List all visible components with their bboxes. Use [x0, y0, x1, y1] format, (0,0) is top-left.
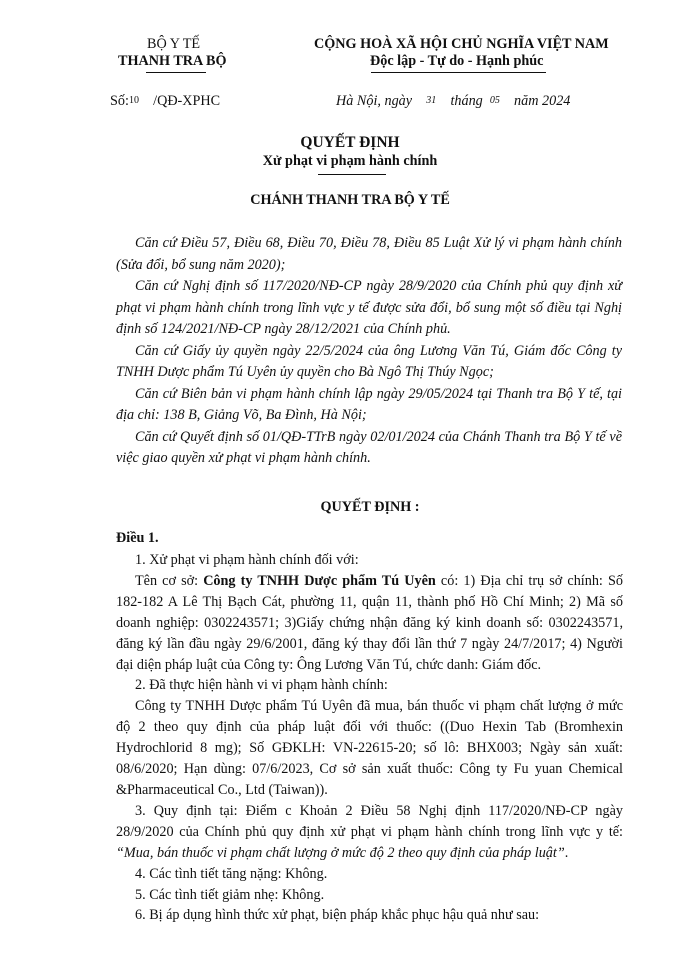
article-item-3: 3. Quy định tại: Điểm c Khoản 2 Điều 58 Nghị định 117/2020/NĐ-CP ngày 28/9/2020 của Chính phủ quy định xử phạt vi phạm hành chính trong lĩnh vực y tế: “Mua, bán thuốc vi phạm chất lượng ở mức độ 2 theo quy định của pháp luật”. — [116, 802, 623, 861]
article-1-body — [116, 550, 623, 926]
motto-underline — [371, 72, 546, 73]
country-name: CỘNG HOÀ XÃ HỘI CHỦ NGHĨA VIỆT NAM — [314, 36, 609, 52]
decision-heading: QUYẾT ĐỊNH : — [320, 499, 420, 515]
violation-paragraph: Công ty TNHH Dược phẩm Tú Uyên đã mua, bán thuốc vi phạm chất lượng ở mức độ 2 theo quy định của pháp luật đối với thuốc: ((Duo Hexin Tab (Bromhexin Hydrochlorid 8 mg); Số GĐKLH: VN-22615-20; số lô: BHX003; Ngày sản xuất: 08/6/2020; Hạn dùng: 07/6/2023, Cơ sở sản xuất thuốc: Công ty Fu yuan Chemical &Pharmaceutical Co., Ltd (Taiwan)). — [116, 698, 623, 798]
article-item-4: 4. Các tình tiết tăng nặng: Không. — [135, 865, 328, 882]
article-item-6: 6. Bị áp dụng hình thức xử phạt, biện pháp khắc phục hậu quả như sau: — [135, 907, 540, 924]
place-date: Hà Nội, ngày 31 tháng 05 năm 2024 — [336, 93, 571, 109]
national-motto: Độc lập - Tự do - Hạnh phúc — [370, 53, 544, 69]
article-item-5: 5. Các tình tiết giảm nhẹ: Không. — [135, 886, 325, 903]
basis-item: Căn cứ Biên bản vi phạm hành chính lập ngày 29/05/2024 tại Thanh tra Bộ Y tế, tại địa chỉ: 138 B, Giảng Võ, Ba Đình, Hà Nội; — [116, 385, 622, 423]
article-item-1: 1. Xử phạt vi phạm hành chính đối với: — [135, 552, 359, 568]
legal-bases — [116, 233, 622, 470]
decision-subtitle: Xử phạt vi phạm hành chính — [262, 153, 438, 169]
agency-name: THANH TRA BỘ — [118, 53, 227, 69]
entity-name: Công ty TNHH Dược phẩm Tú Uyên — [203, 572, 436, 589]
basis-item: Căn cứ Điều 57, Điều 68, Điều 70, Điều 78, Điều 85 Luật Xử lý vi phạm hành chính (Sửa đổi, bổ sung năm 2020); — [116, 235, 622, 273]
basis-item: Căn cứ Nghị định số 117/2020/NĐ-CP ngày 28/9/2020 của Chính phủ quy định xử phạt vi phạm hành chính trong lĩnh vực y tế được sửa đổi, bổ sung một số điều tại Nghị định số 124/2021/NĐ-CP ngày 28/12/2021 của Chính phủ. — [116, 278, 622, 337]
authority-title: CHÁNH THANH TRA BỘ Y TẾ — [250, 192, 450, 208]
basis-item: Căn cứ Giấy ủy quyền ngày 22/5/2024 của ông Lương Văn Tú, Giám đốc Công ty TNHH Dược phẩm Tú Uyên ủy quyền cho Bà Ngô Thị Thúy Ngọc; — [116, 342, 622, 380]
document-number: Số:10 /QĐ-XPHC — [110, 93, 221, 109]
ministry-name: BỘ Y TẾ — [147, 36, 201, 52]
article-1-heading: Điều 1. — [116, 530, 159, 546]
entity-paragraph: Tên cơ sở: Công ty TNHH Dược phẩm Tú Uyên có: 1) Địa chỉ trụ sở chính: Số 182-182 A Lê Thị Bạch Cát, phường 11, quận 11, thành phố Hồ Chí Minh; 2) Mã số doanh nghiệp: 0302243571; 3)Giấy chứng nhận đăng ký kinh doanh số: 0302243571, đăng ký lần đầu ngày 29/6/2001, đăng ký thay đổi lần thứ 7 ngày 24/7/2017; 4) Người đại diện pháp luật của Công ty: Ông Lương Văn Tú, chức danh: Giám đốc. — [116, 572, 623, 673]
decision-title: QUYẾT ĐỊNH — [300, 134, 400, 151]
article-item-2: 2. Đã thực hiện hành vi vi phạm hành chính: — [135, 677, 388, 694]
violation-quote: “Mua, bán thuốc vi phạm chất lượng ở mức độ 2 theo quy định của pháp luật” — [116, 844, 565, 861]
agency-underline — [146, 72, 206, 73]
basis-item: Căn cứ Quyết định số 01/QĐ-TTrB ngày 02/01/2024 của Chánh Thanh tra Bộ Y tế về việc giao quyền xử phạt vi phạm hành chính. — [116, 428, 622, 466]
subtitle-underline — [318, 174, 386, 175]
